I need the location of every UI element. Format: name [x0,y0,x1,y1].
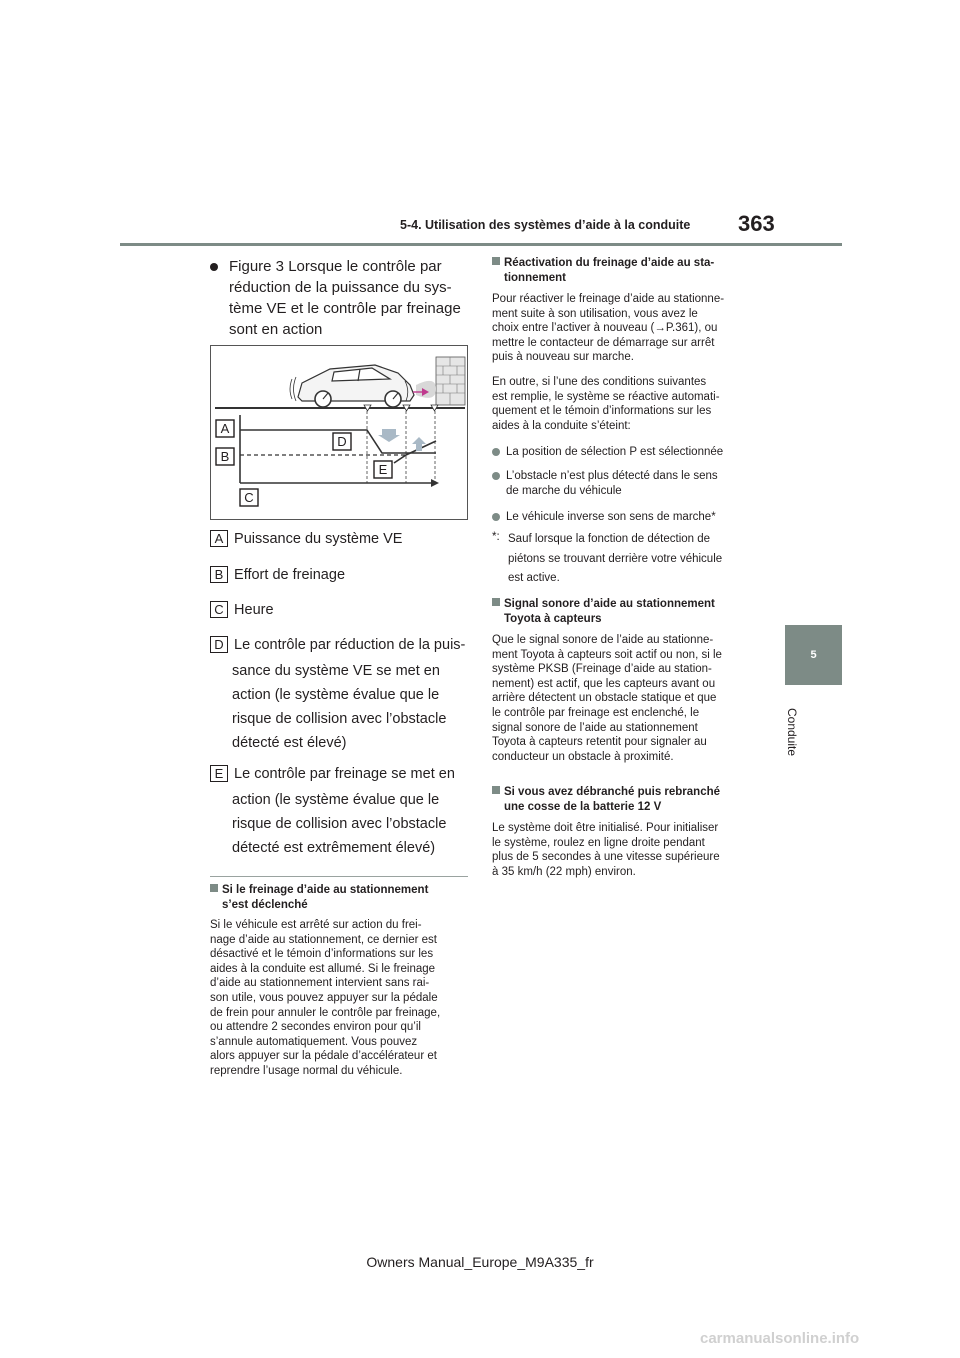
legend-text: Le contrôle par freinage se met en [234,766,455,782]
footnote-line: est active. [508,572,560,584]
header-rule [120,243,842,246]
heading-line: une cosse de la batterie 12 V [504,800,662,813]
body-line: ment suite à son utilisation, vous avez le [492,307,698,320]
caption-line: tème VE et le contrôle par freinage [229,300,461,317]
body-line: arrière détectent un obstacle statique et que [492,692,717,705]
list-line: de marche du véhicule [506,484,622,497]
heading-line: Si le freinage d’aide au stationnement [222,884,429,896]
body-line: s’annule automatiquement. Vous pouvez [210,1035,418,1048]
legend-letter: C [210,601,228,618]
body-line: ment Toyota à capteurs soit actif ou non, si le [492,648,722,661]
body-line: d’aide au stationnement intervient sans rai- [210,977,430,990]
legend-item-d [210,636,465,653]
body-line: de frein pour annuler le contrôle par freinage, [210,1006,441,1019]
power-braking-diagram [210,345,468,520]
legend-item-a [210,530,402,547]
body-line: alors appuyer sur la pédale d’accélérateur et [210,1050,437,1063]
legend-continuation: risque de collision avec l’obstacle [232,711,447,727]
body-line: reprendre l’usage normal du véhicule. [210,1064,403,1077]
caption-line: Figure 3 Lorsque le contrôle par [229,258,442,275]
list-item [492,510,762,525]
legend-text: Le contrôle par réduction de la puis- [234,637,466,653]
legend-text: Effort de freinage [234,567,346,583]
body-line: quement et le témoin d’informations sur les [492,405,712,418]
legend-continuation: sance du système VE se met en [232,663,440,679]
legend-item-c [210,601,274,618]
list-line: La position de sélection P est sélectionnée [506,446,724,458]
body-line: puis à nouveau sur marche. [492,351,634,364]
body-line: Pour réactiver le freinage d’aide au stationne- [492,293,725,305]
chapter-tab[interactable]: 5 [785,625,842,685]
legend-item-e [210,765,455,782]
diagram-label-a: A [220,421,230,436]
bullet-dot-icon [492,448,500,456]
watermark: carmanualsonline.info [700,1330,860,1347]
body-line: Le système doit être initialisé. Pour initialiser [492,822,719,834]
body-line: Si le véhicule est arrêté sur action du frei- [210,919,422,931]
caption-line: sont en action [229,321,323,338]
body-line: Que le signal sonore de l’aide au stationne- [492,634,714,646]
body-line: choix entre l’activer à nouveau (→P.361), ou [492,322,718,335]
legend-continuation: détecté est extrêmement élevé) [232,840,436,856]
legend-continuation: action (le système évalue que le [232,687,440,703]
body-line: mettre le contacteur de démarrage sur arrêt [492,336,715,349]
legend-text: Heure [234,602,274,618]
diagram-label-b: B [220,449,230,464]
section-heading [492,785,762,814]
diagram-label-e: E [378,462,388,477]
chapter-label [782,692,802,772]
footnote-line: Sauf lorsque la fonction de détection de [508,533,711,545]
heading-line: Si vous avez débranché puis rebranché [504,786,721,798]
body-line: le système, roulez en ligne droite pendant [492,836,705,849]
body-line: nement) est actif, que les capteurs avant ou [492,677,716,690]
body-line: son utile, vous pouvez appuyer sur la pédale [210,991,438,1004]
footer-text: Owners Manual_Europe_M9A335_fr [366,1254,594,1270]
body-line: En outre, si l’une des conditions suivantes [492,376,707,388]
list-item [492,445,762,460]
body-line: aides à la conduite s’éteint: [492,419,631,432]
square-bullet-icon [492,786,500,794]
bullet-dot-icon [492,472,500,480]
body-line: nage d’aide au stationnement, ce dernier est [210,933,437,946]
page-number: 363 [738,211,775,236]
heading-line: tionnement [504,271,566,284]
legend-continuation: action (le système évalue que le [232,792,440,808]
legend-item-b [210,566,345,583]
list-item [492,469,762,498]
footnote [508,530,768,589]
footnote-marker: *: [492,531,500,543]
list-line: L’obstacle n’est plus détecté dans le sens [506,470,718,482]
body-line: est remplie, le système se réactive automati- [492,390,720,403]
section-heading [492,256,762,285]
section-title: 5-4. Utilisation des systèmes d’aide à la conduite [400,218,691,232]
list-line: Le véhicule inverse son sens de marche* [506,511,716,523]
chapter-label-text: Conduite [785,707,799,757]
body-line: signal sonore de l’aide au stationnement [492,721,698,734]
legend-text: Puissance du système VE [234,531,403,547]
body-line: système PKSB (Freinage d’aide au station- [492,663,712,676]
heading-line: Signal sonore d’aide au stationnement [504,598,715,610]
section-body [492,292,762,365]
body-line: plus de 5 secondes à une vitesse supérieure [492,851,720,864]
wall-illustration [436,357,465,405]
heading-line: s’est déclenché [222,898,308,911]
caption-line: réduction de la puissance du sys- [229,279,452,296]
heading-line: Toyota à capteurs [504,612,602,625]
body-line: aides à la conduite est allumé. Si le freinage [210,962,436,975]
legend-letter: B [210,566,228,583]
bullet-dot [210,263,218,271]
section-rule [210,876,468,877]
legend-continuation: détecté est élevé) [232,735,347,751]
body-line: ou attendre 2 secondes environ pour qu’il [210,1021,421,1034]
heading-line: Réactivation du freinage d’aide au sta- [504,257,715,269]
section-heading [492,597,762,626]
square-bullet-icon [492,257,500,265]
body-line: Toyota à capteurs retentit pour signaler au [492,736,707,749]
bullet-dot-icon [492,513,500,521]
section-body [492,821,762,879]
legend-continuation: risque de collision avec l’obstacle [232,816,447,832]
section-body [492,375,762,433]
legend-letter: A [210,530,228,547]
section-body [210,918,472,1079]
body-line: conducteur un obstacle à proximité. [492,750,674,763]
section-body [492,633,762,764]
body-line: le contrôle par freinage est enclenché, le [492,706,700,719]
diagram-label-c: C [244,490,254,505]
square-bullet-icon [210,884,218,892]
footnote-line: piétons se trouvant derrière votre véhicule [508,552,723,565]
square-bullet-icon [492,598,500,606]
body-line: désactivé et le témoin d’informations sur les [210,948,434,961]
section-heading [210,883,470,912]
figure-caption [210,256,461,340]
body-line: à 35 km/h (22 mph) environ. [492,865,636,878]
legend-letter: E [210,765,228,782]
legend-letter: D [210,636,228,653]
diagram-label-d: D [337,434,347,449]
